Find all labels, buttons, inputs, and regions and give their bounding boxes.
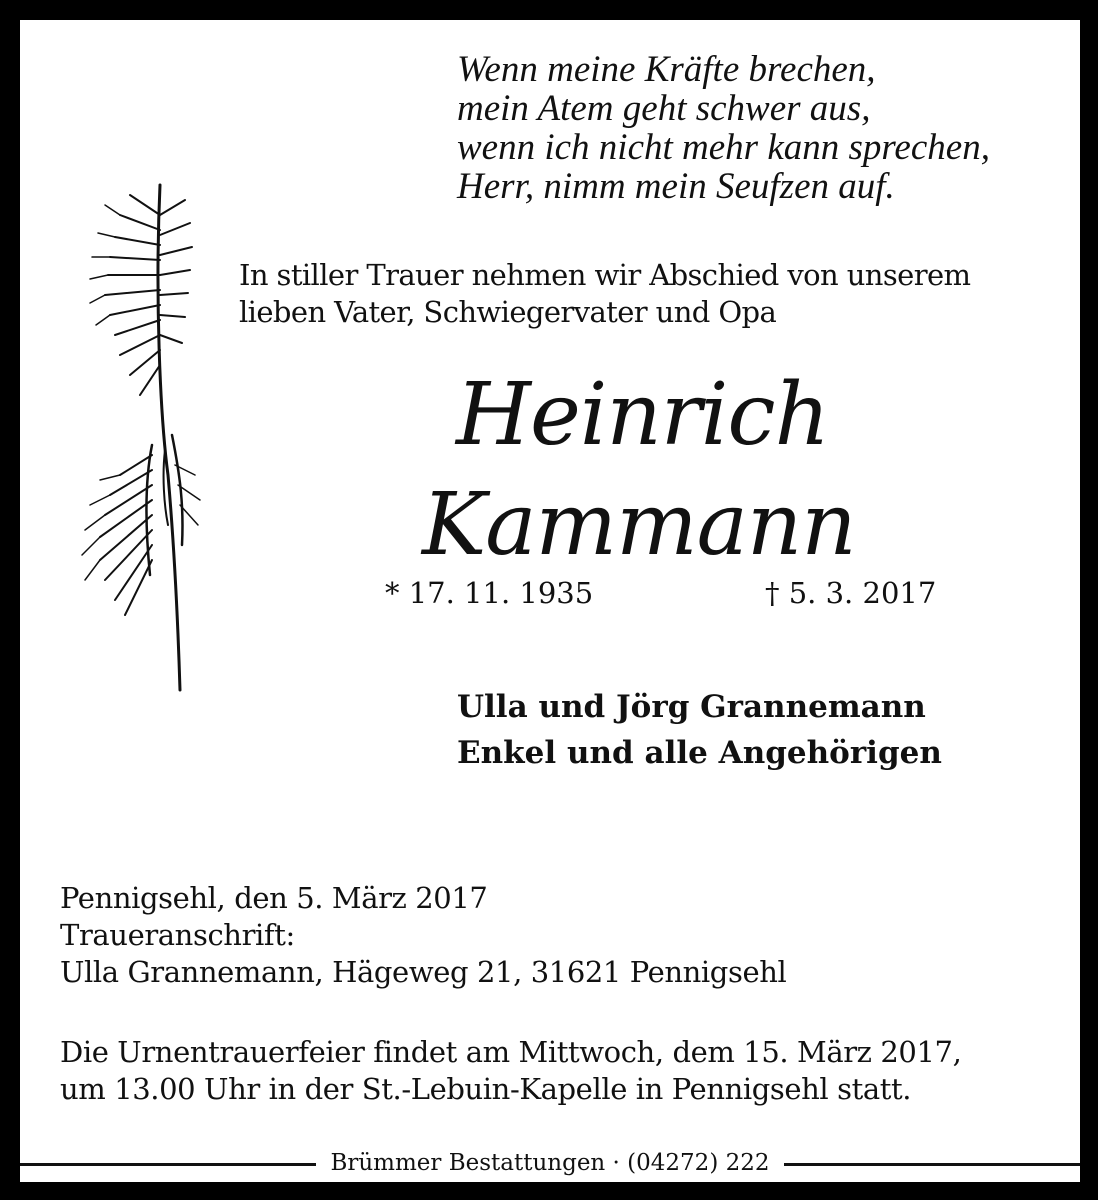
intro-line: In stiller Trauer nehmen wir Abschied von unserem bbox=[239, 258, 971, 292]
deceased-first-name: Heinrich bbox=[456, 365, 829, 465]
verse bbox=[457, 50, 990, 206]
ceremony-line: um 13.00 Uhr in der St.-Lebuin-Kapelle in Pennigsehl statt. bbox=[60, 1072, 912, 1106]
verse-line: Herr, nimm mein Seufzen auf. bbox=[457, 166, 895, 207]
mourner-line: Enkel und alle Angehörigen bbox=[457, 735, 942, 771]
birth-date: * 17. 11. 1935 bbox=[385, 576, 594, 610]
mourners bbox=[457, 684, 942, 776]
intro-text bbox=[239, 257, 970, 331]
address-label: Traueranschrift: bbox=[60, 918, 295, 952]
deceased-last-name: Kammann bbox=[422, 475, 856, 575]
mourner-line: Ulla und Jörg Grannemann bbox=[457, 689, 926, 725]
footer bbox=[20, 1147, 1080, 1179]
place-date: Pennigsehl, den 5. März 2017 bbox=[60, 881, 488, 915]
ceremony-info bbox=[60, 1034, 961, 1108]
intro-line: lieben Vater, Schwiegervater und Opa bbox=[239, 295, 777, 329]
address-info bbox=[60, 880, 786, 991]
funeral-home: Brümmer Bestattungen · (04272) 222 bbox=[316, 1147, 783, 1179]
address: Ulla Grannemann, Hägeweg 21, 31621 Pennigsehl bbox=[60, 955, 787, 989]
verse-line: wenn ich nicht mehr kann sprechen, bbox=[457, 127, 990, 168]
death-date: † 5. 3. 2017 bbox=[765, 576, 937, 610]
verse-line: mein Atem geht schwer aus, bbox=[457, 88, 871, 129]
obituary-notice bbox=[20, 20, 1080, 1182]
verse-line: Wenn meine Kräfte brechen, bbox=[457, 49, 876, 90]
ceremony-line: Die Urnentrauerfeier findet am Mittwoch, dem 15. März 2017, bbox=[60, 1035, 962, 1069]
grass-ear-icon bbox=[60, 175, 210, 695]
